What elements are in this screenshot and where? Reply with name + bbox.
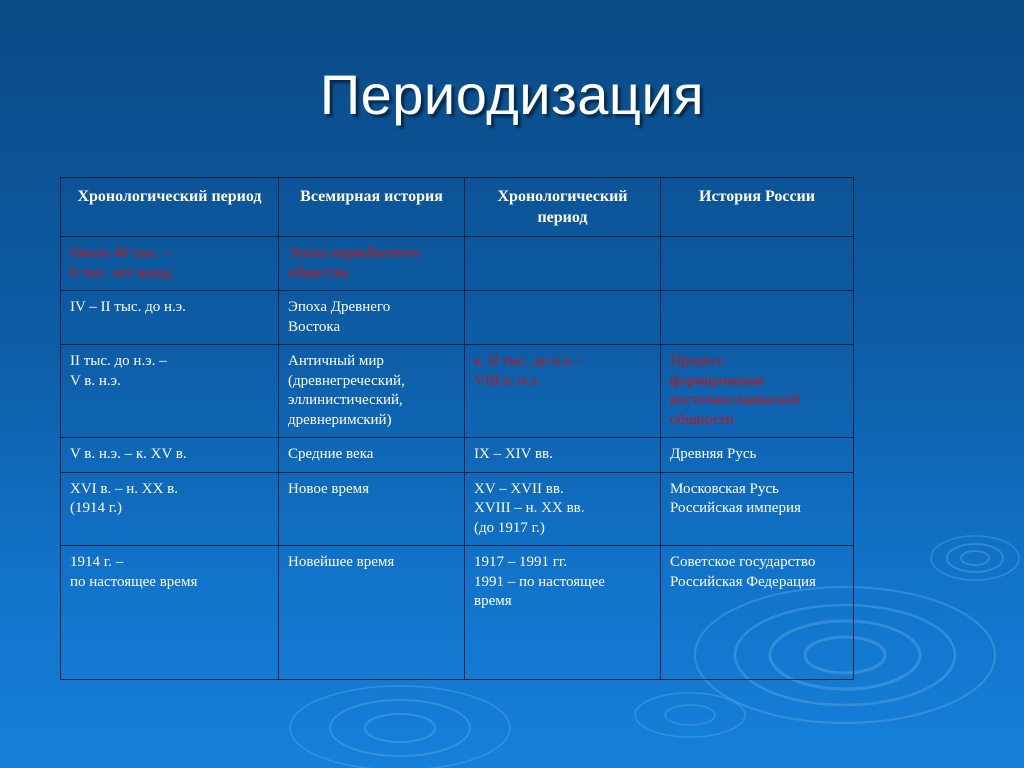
table-cell-period-russia [465,438,661,473]
table-row [61,438,854,473]
table-cell-period-world [61,291,279,345]
cell-text-line: к. II тыс. до н.э. – [474,353,586,369]
cell-text-line: Процесс [670,353,725,369]
cell-text-line: IX – XIV вв. [474,446,553,462]
cell-text-line: древнеримский) [288,411,392,428]
periodization-table [60,177,854,680]
cell-text-line: общества [288,264,349,281]
cell-text-line: Эпоха первобытного [288,245,421,261]
cell-text-line: Эпоха Древнего [288,299,391,315]
cell-text-line: общности [670,411,734,428]
cell-text-line: (древнегреческий, [288,372,405,389]
table-row [61,237,854,291]
table-cell-period-world [61,237,279,291]
table-cell-world-history [279,237,465,291]
table-cell-period-russia [465,345,661,438]
cell-text-line: Новое время [288,480,370,497]
table-cell-period-world [61,472,279,546]
table-cell-russian-history [661,472,854,546]
cell-text-line: Советское государство [670,554,816,570]
cell-text-line: Московская Русь [670,480,779,497]
cell-text-line: XVIII – н. XX вв. [474,500,585,516]
cell-text-line: (до 1917 г.) [474,519,545,536]
cell-text-line: эллинистический, [288,392,403,408]
cell-text-line: V в. н.э. [70,372,121,389]
table-cell-period-russia [465,472,661,546]
table-cell-russian-history [661,546,854,680]
cell-text-line: Российская империя [670,500,801,516]
cell-text-line: II тыс. до н.э. – [70,353,167,369]
table-cell-world-history [279,345,465,438]
table-row [61,546,854,680]
table-row [61,345,854,438]
table-row [61,472,854,546]
cell-text-line: Древняя Русь [670,446,757,462]
table-cell-russian-history [661,237,854,291]
cell-text-line: Российская Федерация [670,573,816,590]
cell-text-line: XVI в. – н. XX в. [70,480,179,497]
table-cell-world-history [279,291,465,345]
cell-text-line: Средние века [288,446,374,462]
cell-text-line: восточнославянской [670,392,800,408]
table-cell-world-history [279,472,465,546]
header-russian-history: История России [661,178,854,237]
cell-text-line: Востока [288,318,341,335]
table-cell-period-russia [465,237,661,291]
slide-title: Периодизация [319,63,705,126]
table-cell-period-russia [465,546,661,680]
table-cell-russian-history [661,291,854,345]
table-cell-period-world [61,345,279,438]
cell-text-line: время [474,593,512,609]
cell-text-line: XV – XVII вв. [474,480,564,497]
header-world-history: Всемирная история [279,178,465,237]
table-row [61,291,854,345]
header-chronological-period-world: Хронологический период [61,178,279,237]
table-cell-world-history [279,438,465,473]
cell-text-line: IV – II тыс. до н.э. [70,299,186,315]
cell-text-line: VIII в. н.э. [474,372,541,389]
cell-text-line: 1914 г. – [70,554,124,570]
header-chronological-period-russia: Хронологический период [465,178,661,237]
table-cell-world-history [279,546,465,680]
table-cell-russian-history [661,438,854,473]
table-header-row [61,178,854,237]
cell-text-line: Античный мир [288,353,384,369]
table-cell-russian-history [661,345,854,438]
cell-text-line: 1991 – по настоящее [474,573,605,590]
cell-text-line: формирования [670,372,764,389]
table-cell-period-world [61,438,279,473]
table-cell-period-world [61,546,279,680]
cell-text-line: (1914 г.) [70,500,122,516]
cell-text-line: 6 тыс. лет назад [70,264,172,281]
cell-text-line: Новейшее время [288,554,395,570]
cell-text-line: Около 40 тыс. – [70,245,171,261]
cell-text-line: по настоящее время [70,573,198,590]
cell-text-line: 1917 – 1991 гг. [474,554,568,570]
cell-text-line: V в. н.э. – к. XV в. [70,446,187,462]
table-cell-period-russia [465,291,661,345]
